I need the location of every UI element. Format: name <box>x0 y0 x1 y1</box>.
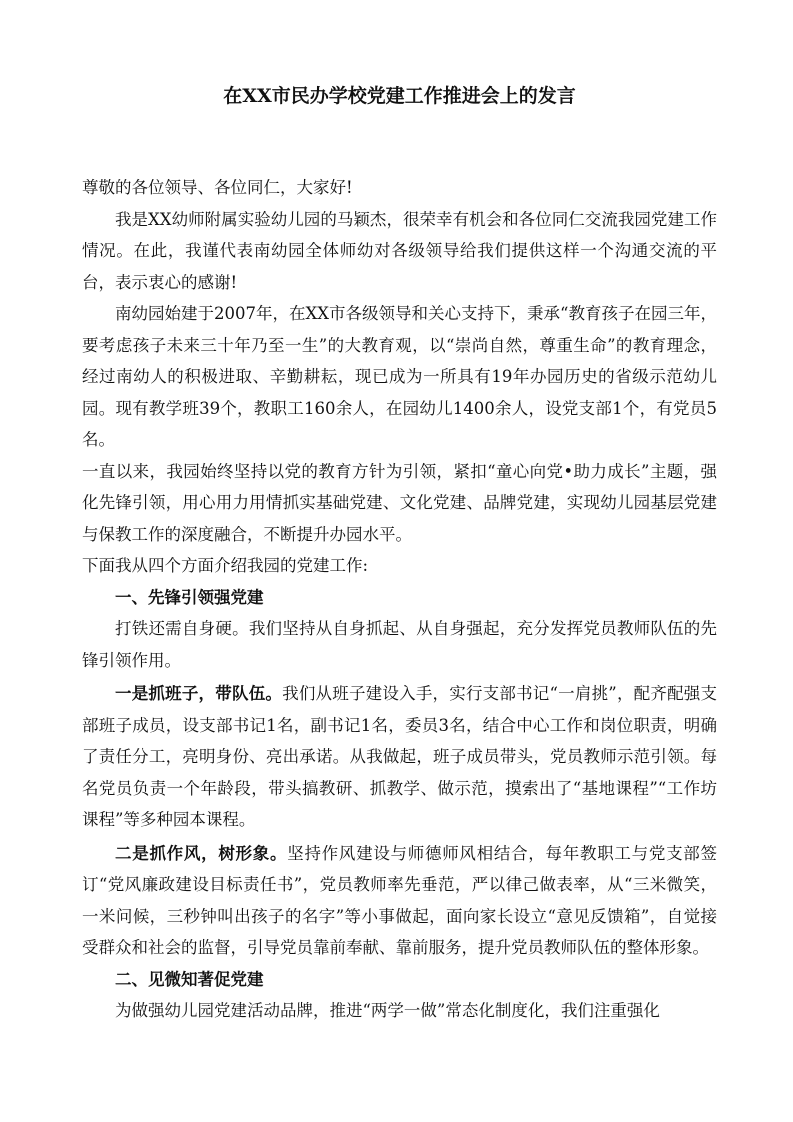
paragraph-intro: 我是XX幼师附属实验幼儿园的马颖杰，很荣幸有机会和各位同仁交流我园党建工作情况。在此，我谨代表南幼园全体师幼对各级领导给我们提供这样一个沟通交流的平台，表示衷心的感谢! <box>82 209 717 292</box>
paragraph-approach: 一直以来，我园始终坚持以党的教育方针为引领，紧扣“童心向党•助力成长”主题，强化先锋引领，用心用力用情抓实基础党建、文化党建、品牌党建，实现幼儿园基层党建与保教工作的深度融合，不断提升办园水平。 <box>82 461 717 544</box>
document-page <box>82 80 717 1027</box>
section-heading-1: 一、先锋引领强党建 <box>115 587 264 607</box>
salutation: 尊敬的各位领导、各位同仁，大家好! <box>82 178 353 197</box>
document-body <box>82 172 717 1027</box>
section-heading-2: 二、见微知著促党建 <box>115 969 264 989</box>
paragraph-body-1: 我们从班子建设入手，实行支部书记“一肩挑”，配齐配强支部班子成员，设支部书记1名，副书记1名，委员3名，结合中心工作和岗位职责，明确了责任分工，亮明身份、亮出承诺。从我做起，班子成员带头，党员教师示范引领。每名党员负责一个年龄段，带头搞教研、抓教学、做示范，摸索出了“基地课程”“工作坊课程”等多种园本课程。 <box>82 684 718 829</box>
paragraph-body-2: 坚持作风建设与师德师风相结合，每年教职工与党支部签订“党风廉政建设目标责任书”，党员教师率先垂范，严以律己做表率，从“三米微笑，一米问候，三秒钟叫出孩子的名字”等小事做起，面向家长设立“意见反馈箱”，自觉接受群众和社会的监督，引导党员靠前奉献、靠前服务，提升党员教师队伍的整体形象。 <box>82 843 718 957</box>
paragraph-history: 南幼园始建于2007年，在XX市各级领导和关心支持下，秉承“教育孩子在园三年，要考虑孩子未来三十年乃至一生”的大教育观，以“崇尚自然，尊重生命”的教育理念，经过南幼人的积极进取、辛勤耕耘，现已成为一所具有19年办园历史的省级示范幼儿园。现有教学班39个，教职工160余人，在园幼儿1400余人，设党支部1个，有党员5名。 <box>82 304 717 449</box>
paragraph-lead-2: 二是抓作风，树形象。 <box>115 843 288 863</box>
document-title: 在XX市民办学校党建工作推进会上的发言 <box>223 85 576 107</box>
paragraph-section1-intro: 打铁还需自身硬。我们坚持从自身抓起、从自身强起，充分发挥党员教师队伍的先锋引领作用。 <box>82 619 717 670</box>
paragraph-work-style <box>82 838 717 964</box>
paragraph-team-building <box>82 678 717 836</box>
paragraph-transition: 下面我从四个方面介绍我园的党建工作: <box>82 556 369 575</box>
paragraph-section2-intro: 为做强幼儿园党建活动品牌，推进“两学一做”常态化制度化，我们注重强化 <box>115 1001 660 1020</box>
paragraph-lead-1: 一是抓班子，带队伍。 <box>115 684 283 703</box>
